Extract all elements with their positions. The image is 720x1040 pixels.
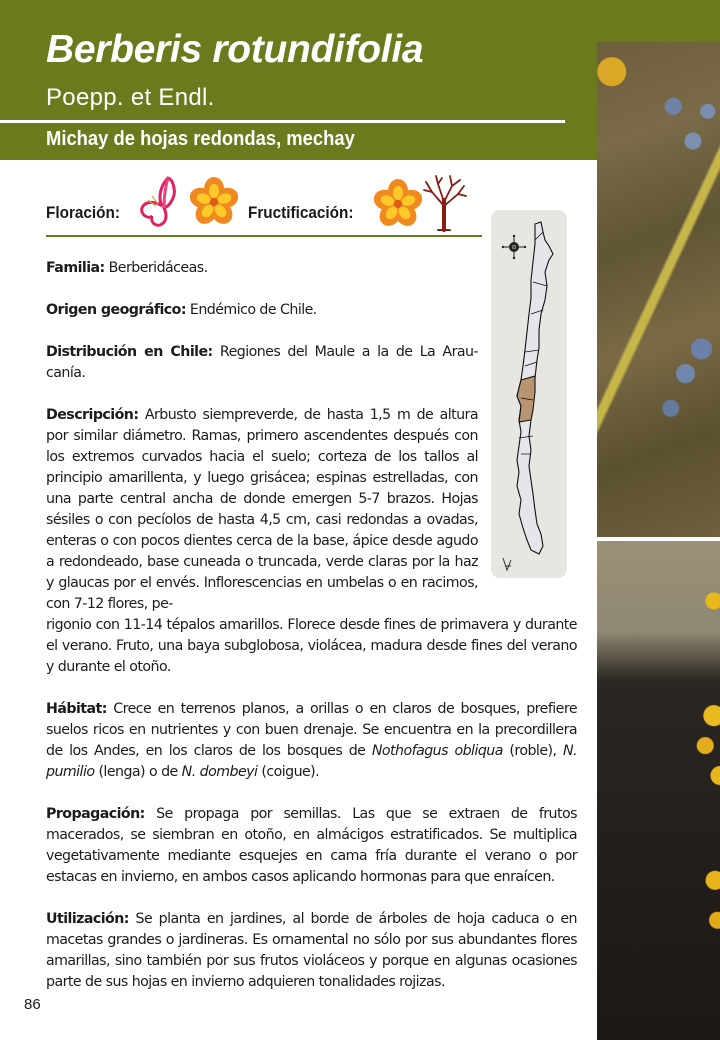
flowering-label: Floración: [46, 203, 120, 222]
bare-tree-icon [420, 172, 468, 236]
flower-icon [374, 178, 422, 234]
compass-rose-icon [502, 235, 526, 259]
familia-section: Familia: Berberidáceas. [46, 260, 208, 276]
species-common-name: Michay de hojas redondas, mechay [46, 128, 355, 150]
page-number: 86 [24, 996, 41, 1013]
descripcion-continuation: rigonio con 11-14 tépalos amarillos. Florece desde fines de primavera y durante el verano. Fruto, una baya subglobosa, violácea, madura desde fines del verano y durante el otoño. [46, 617, 577, 675]
species-description [46, 258, 577, 1014]
species-author: Poepp. et Endl. [46, 84, 215, 111]
species-latin-name: Berberis rotundifolia [46, 28, 424, 71]
utilizacion-section: Utilización: Se planta en jardines, al borde de árboles de hoja caduca o en macetas grandes o jardineras. Es ornamental no sólo por sus abundantes flores amarillas, sino también por sus frutos violáceos y porque en algunas ocasiones parte de sus hojas en invierno adquieren tonalidades rojizas. [46, 911, 577, 990]
descripcion-section: Descripción: Arbusto siempreverde, de hasta 1,5 m de altura por similar diámetro. Ramas, primero ascendentes después con los extremos curvados hacia el suelo; corteza de los tallos al principio amarillenta, y luego grisácea; espinas estrelladas, con una parte central ancha de donde emergen 5-7 brazos. Hojas sésiles o con pecíolos de hasta 4,5 cm, casi redondas a ovadas, enteras o con pocos dientes cerca de la base, ápice desde agudo a redondeado, base cuneada o truncada, verde claras por la haz y glaucas por el envés. Inflorescencias en umbelas o en racimos, con 7-12 flores, pe- [46, 407, 478, 612]
header-divider [0, 120, 565, 123]
berries-photo [597, 42, 720, 537]
habitat-section: Hábitat: Crece en terrenos planos, a orillas o en claros de bosques, prefiere suelos ricos en nutrientes y con buen drenaje. Se encuentra en la precordillera de los Andes, en los claros de los bosques de Nothofagus obliqua (roble), N. pumilio (lenga) o de N. dombeyi (coigue). [46, 701, 577, 780]
flower-icon [190, 176, 238, 232]
phenology-row [46, 170, 482, 240]
phenology-divider [46, 235, 482, 237]
origen-section: Origen geográfico: Endémico de Chile. [46, 302, 317, 318]
fruiting-label: Fructificación: [248, 203, 354, 222]
distribucion-section: Distribución en Chile: Regiones del Maule a la de La Arau- canía. [46, 344, 479, 381]
butterfly-icon [138, 176, 182, 234]
propagacion-section: Propagación: Se propaga por semillas. Las que se extraen de frutos macerados, se siembran en otoño, en almácigos estratificados. Se multiplica vegetativamente mediante esquejes en cama fría durante el verano o por estacas en invierno, en ambos casos aplicando hormonas para que enraícen. [46, 806, 577, 885]
flowers-photo [597, 541, 720, 1040]
